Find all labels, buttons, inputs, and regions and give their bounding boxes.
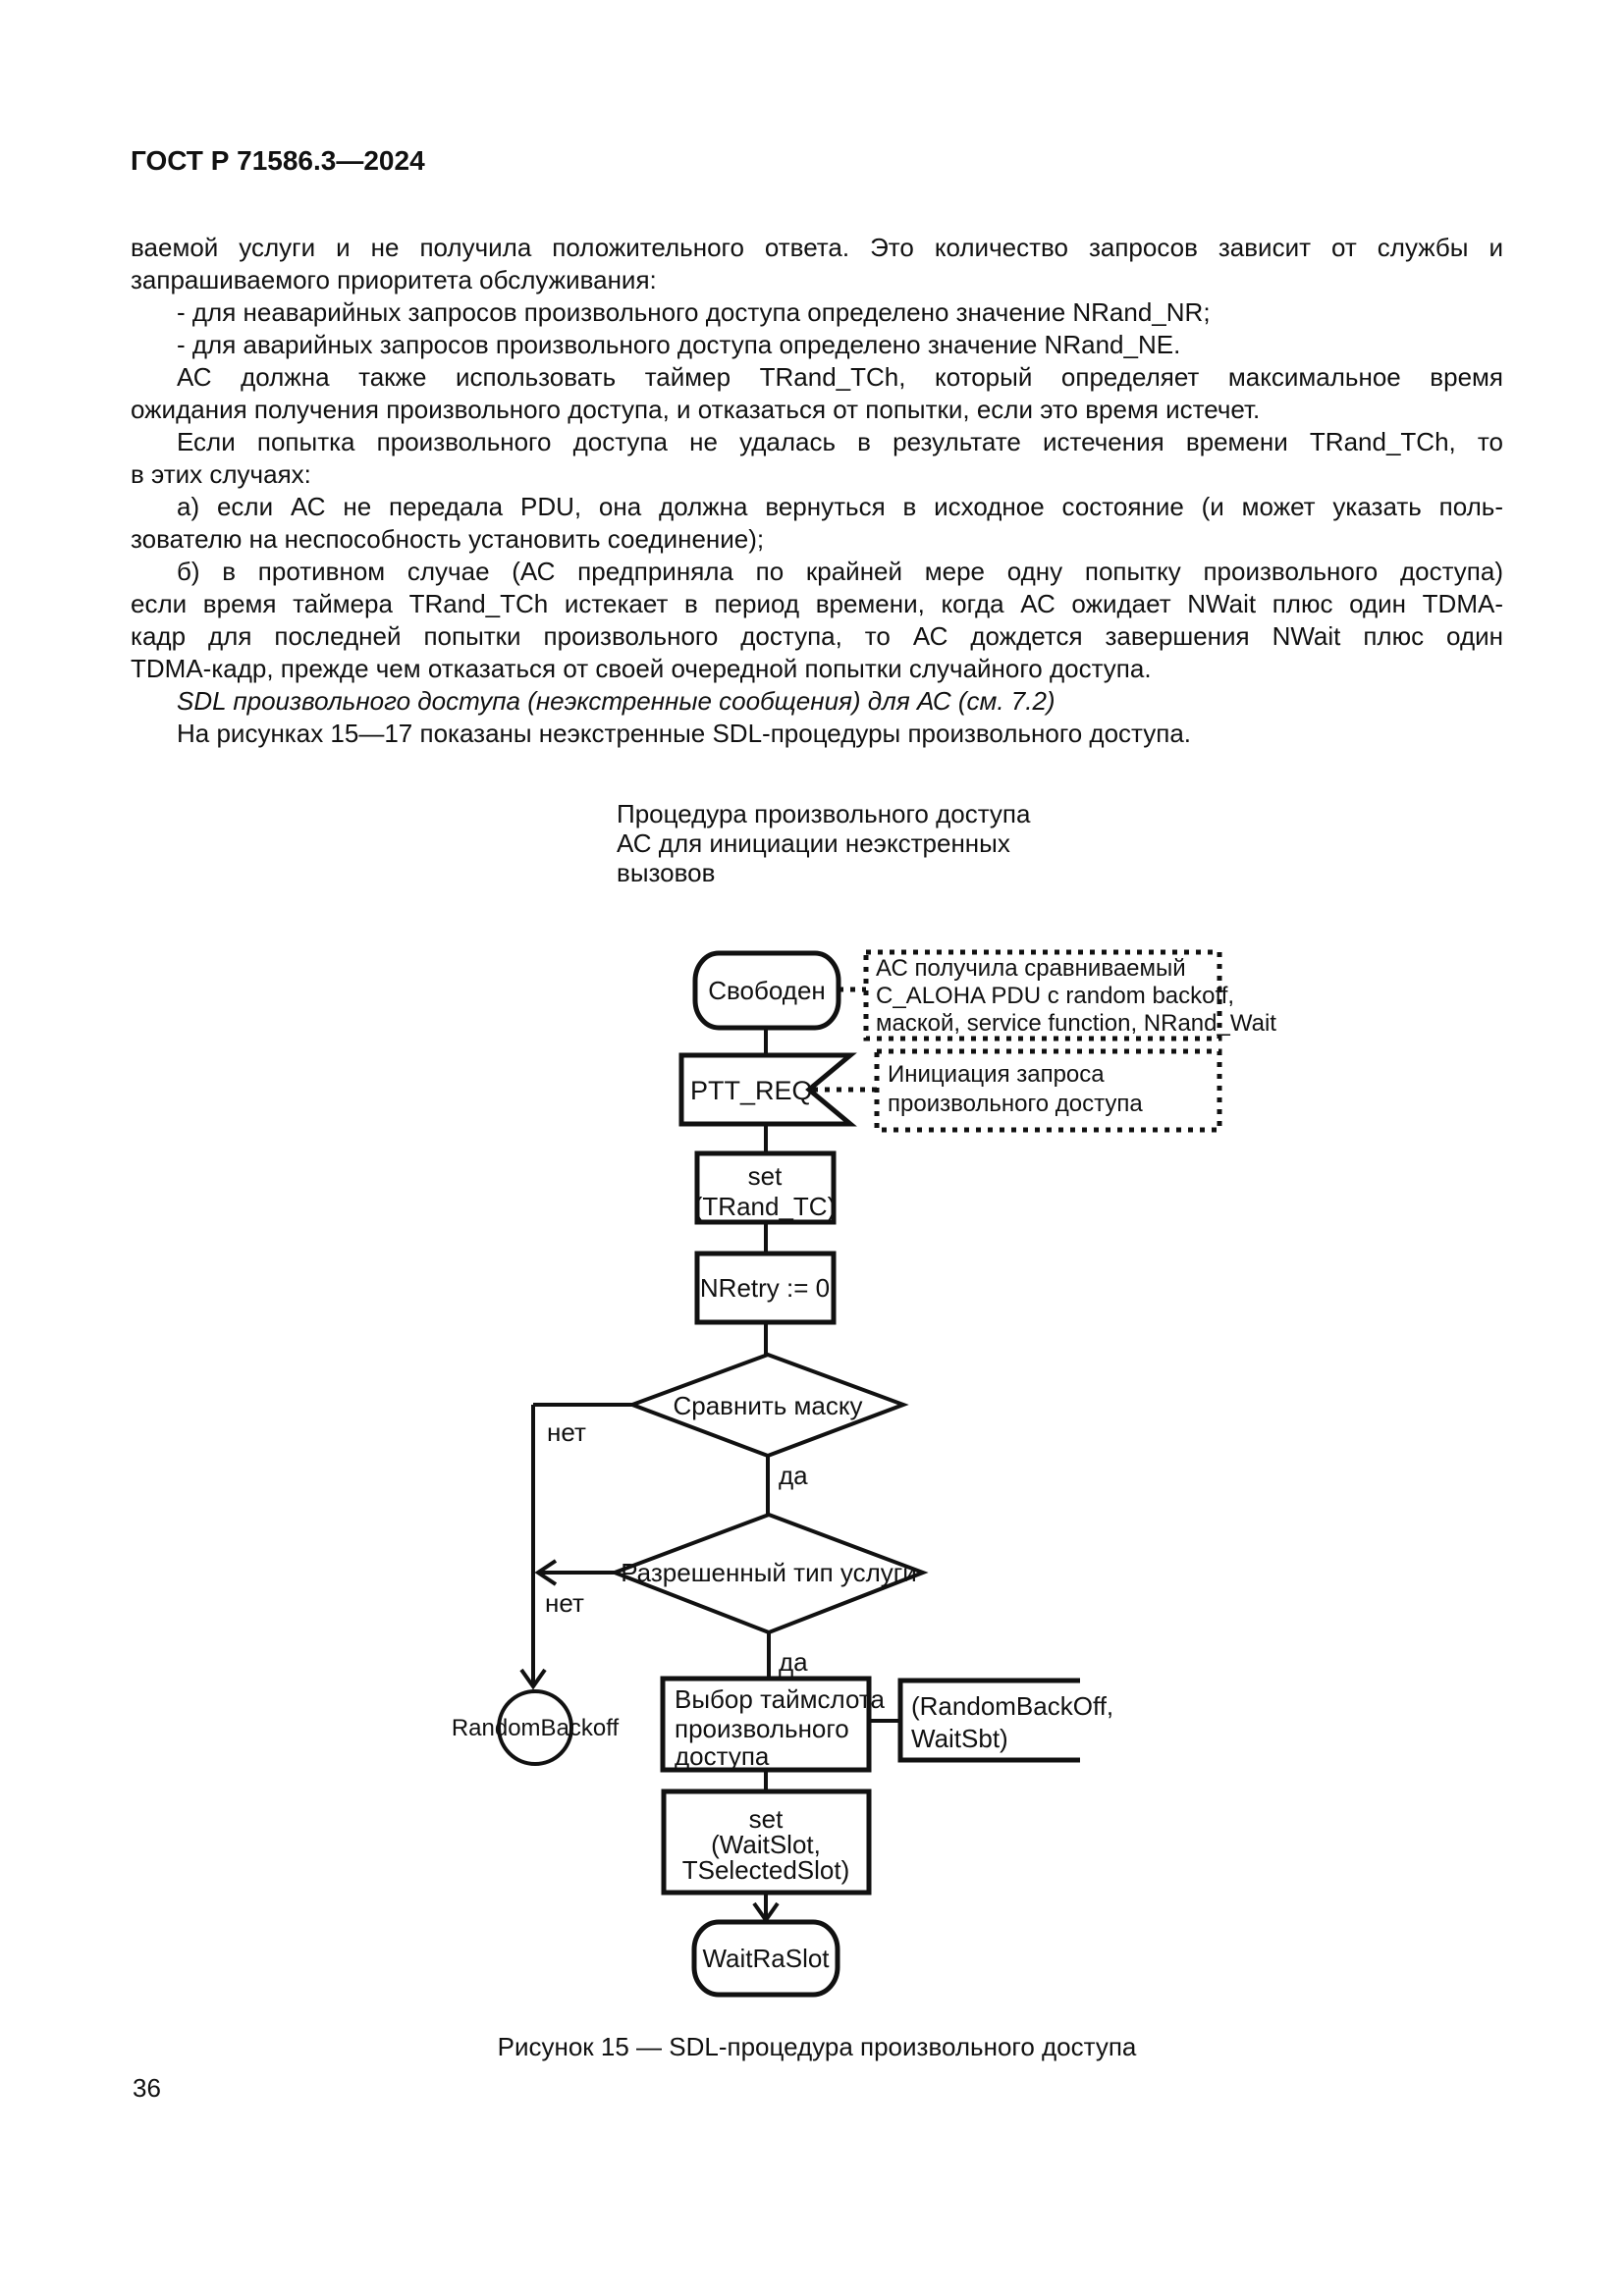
task-select-timeslot-line: произвольного xyxy=(675,1714,849,1743)
task-set-trand-line: set xyxy=(747,1161,783,1191)
body-line: ваемой услуги и не получила положительного ответа. Это количество запросов зависит от службы и xyxy=(131,233,1503,262)
page-number: 36 xyxy=(133,2073,161,2103)
body-line-list-item: - для аварийных запросов произвольного доступа определено значение NRand_NE. xyxy=(177,330,1181,359)
body-line: TDMA-кадр, прежде чем отказаться от своей очередной попытки случайного доступа. xyxy=(131,654,1152,683)
label-no-1: нет xyxy=(547,1417,586,1447)
task-nretry-label: NRetry := 0 xyxy=(699,1273,831,1303)
document-standard-number: ГОСТ Р 71586.3—2024 xyxy=(131,145,425,176)
label-yes-2: да xyxy=(779,1647,808,1677)
task-set-waitslot-line: TSelectedSlot) xyxy=(681,1855,850,1885)
figure-title-line: вызовов xyxy=(617,858,716,887)
label-yes-1: да xyxy=(779,1461,808,1490)
body-line: кадр для последней попытки произвольного доступа, то АС дождется завершения NWait плюс один xyxy=(131,621,1503,651)
connector-randombackoff-label: RandomBackoff xyxy=(451,1715,620,1741)
comment1-line: маской, service function, NRand_Wait xyxy=(876,1010,1276,1037)
figure-caption: Рисунок 15 — SDL-процедура произвольного доступа xyxy=(497,2032,1137,2061)
comment1-line: C_ALOHA PDU с random backoff, xyxy=(876,983,1235,1009)
comment3-line: (RandomBackOff, xyxy=(911,1691,1114,1721)
figure-title-line: Процедура произвольного доступа xyxy=(617,799,1031,828)
comment2-line: Инициация запроса xyxy=(888,1061,1105,1088)
body-line: Если попытка произвольного доступа не удалась в результате истечения времени TRand_TCh, то xyxy=(177,427,1503,456)
body-line: а) если АС не передала PDU, она должна вернуться в исходное состояние (и может указать поль- xyxy=(177,492,1503,521)
label-no-2: нет xyxy=(545,1588,584,1618)
body-line: АС должна также использовать таймер TRand_TCh, который определяет максимальное время xyxy=(177,362,1503,392)
comment3-line: WaitSbt) xyxy=(911,1724,1008,1753)
body-line: в этих случаях: xyxy=(131,459,311,489)
task-set-waitslot-line: (WaitSlot, xyxy=(711,1830,821,1859)
task-set-waitslot-line: set xyxy=(748,1804,784,1834)
body-line: ожидания получения произвольного доступа, и отказаться от попытки, если это время истечет. xyxy=(131,395,1261,424)
state-end-label: WaitRaSlot xyxy=(702,1944,830,1973)
figure-title-line: АС для инициации неэкстренных xyxy=(617,828,1010,858)
input-ptt-req-label: PTT_REQ xyxy=(690,1076,813,1105)
comment1-line: АС получила сравниваемый xyxy=(876,955,1186,982)
body-line: б) в противном случае (АС предприняла по крайней мере одну попытку произвольного доступа) xyxy=(177,557,1503,586)
task-set-trand-line: (TRand_TC) xyxy=(693,1192,837,1221)
decision-service-type-label: Разрешенный тип услуги xyxy=(621,1558,917,1587)
body-line: зователю на неспособность установить соединение); xyxy=(131,524,765,554)
body-line: запрашиваемого приоритета обслуживания: xyxy=(131,265,657,294)
body-line: На рисунках 15—17 показаны неэкстренные SDL-процедуры произвольного доступа. xyxy=(177,719,1192,748)
decision-compare-mask-label: Сравнить маску xyxy=(673,1391,863,1420)
body-line-italic: SDL произвольного доступа (неэкстренные сообщения) для АС (см. 7.2) xyxy=(177,686,1056,716)
body-line: если время таймера TRand_TCh истекает в период времени, когда АС ожидает NWait плюс один TDMA- xyxy=(131,589,1503,618)
body-line-list-item: - для неаварийных запросов произвольного доступа определено значение NRand_NR; xyxy=(177,297,1211,327)
state-start-label: Свободен xyxy=(708,976,826,1005)
comment2-line: произвольного доступа xyxy=(888,1091,1143,1117)
task-select-timeslot-line: доступа xyxy=(675,1741,770,1771)
task-select-timeslot-line: Выбор таймслота xyxy=(675,1684,885,1714)
